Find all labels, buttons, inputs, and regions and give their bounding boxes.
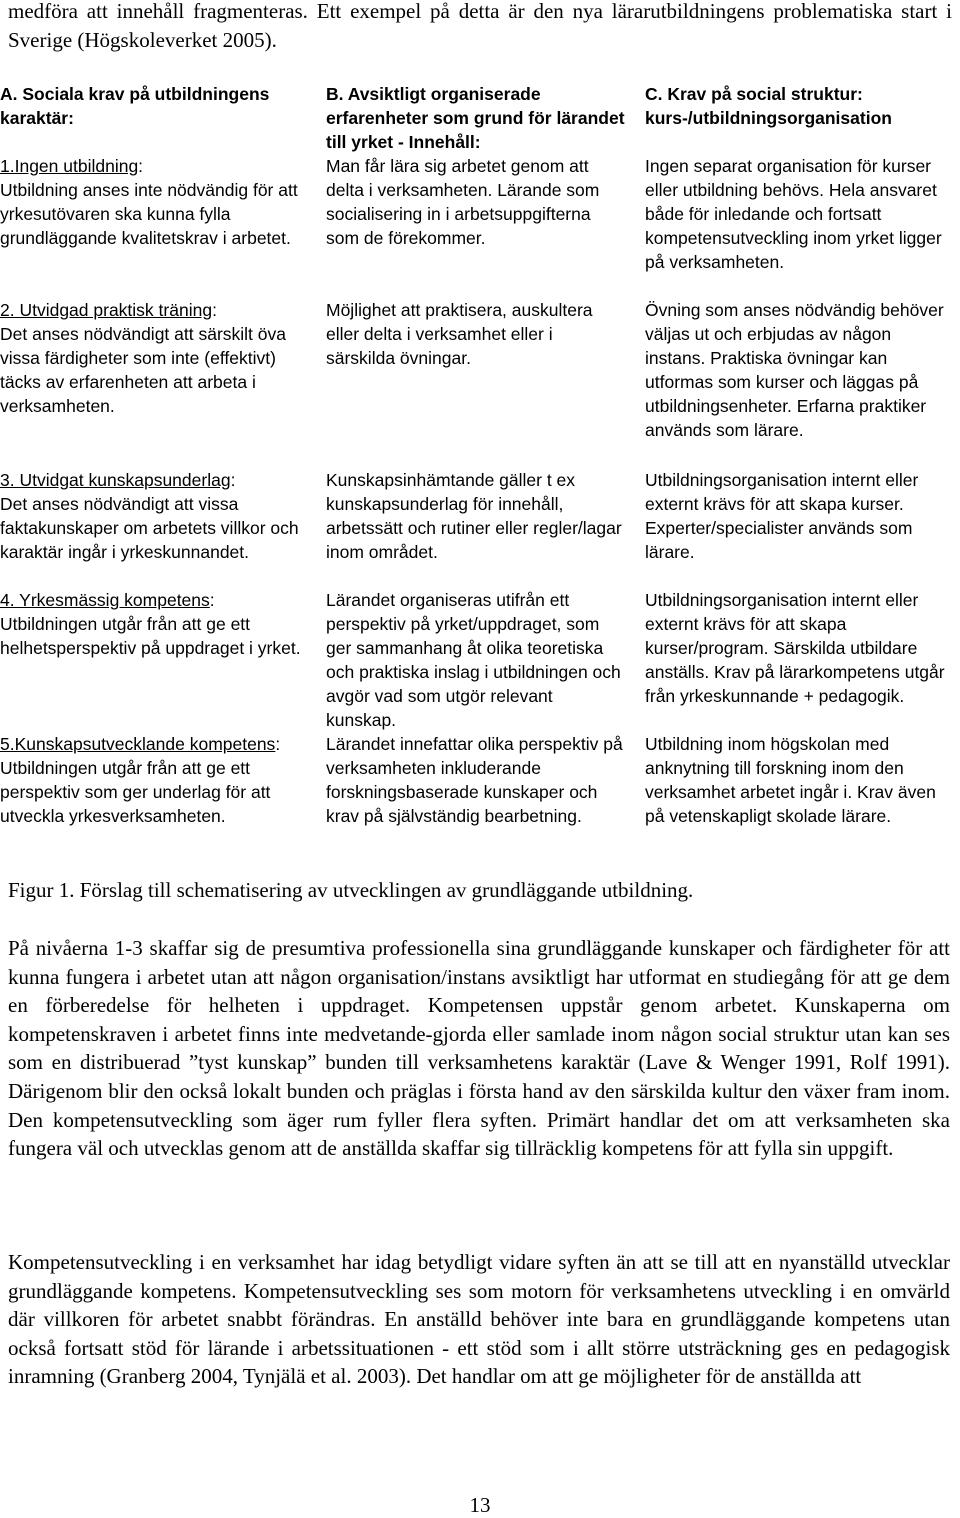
organisation-2: Övning som anses nödvändig behöver väljas ut och erbjudas av någon instans. Praktiska övningar kan utformas som kurser och läggas på utbildningsenheter. Erfarna praktiker används som lärare. (645, 300, 944, 440)
level-5: 5.Kunskapsutvecklande kompetens: Utbildningen utgår från att ge ett perspektiv som ger underlag för att utveckla yrkesverksamheten. (0, 732, 310, 828)
level-3: 3. Utvidgat kunskapsunderlag: Det anses nödvändigt att vissa faktakunskaper om arbetets villkor och karaktär ingår i yrkeskunnandet. (0, 468, 310, 564)
level-5-title: 5.Kunskapsutvecklande kompetens (0, 734, 276, 754)
level-5-body: Utbildningen utgår från att ge ett perspektiv som ger underlag för att utveckla yrkesverksamheten. (0, 758, 271, 826)
level-2-body: Det anses nödvändigt att särskilt öva vissa färdigheter som inte (effektivt) täcks av erfarenheten att arbeta i verksamheten. (0, 324, 286, 416)
paragraph-1: På nivåerna 1-3 skaffar sig de presumtiva professionella sina grundläggande kunskaper och färdigheter för att kunna fungera i arbetet utan att någon organisation/instans avsiktligt har utformat en studiegång för att ge dem en förberedelse för helheten i uppdraget. Kompetensen uppstår genom arbetet. Kunskaperna om kompetenskraven i arbetet finns inte medvetande-gjorda eller samlade inom någon social struktur utan kan ses som en distribuerad ”tyst kunskap” bunden till verksamhetens karaktär (Lave & Wenger 1991, Rolf 1991). Därigenom blir den också lokalt bunden och präglas i första hand av den särskilda kultur den växer fram inom. Den kompetensutveckling som äger rum fyller flera syften. Primärt handlar det om att verksamheten ska fungera väl och utvecklas genom att de anställda skaffar sig tillräcklig kompetens för att fylla sin uppgift. (8, 936, 950, 1161)
level-2-title: 2. Utvidgad praktisk träning (0, 300, 213, 320)
level-1: 1.Ingen utbildning: Utbildning anses inte nödvändig för att yrkesutövaren ska kunna fylla grundläggande kvalitetskrav i arbetet. (0, 154, 310, 250)
level-4: 4. Yrkesmässig kompetens: Utbildningen utgår från att ge ett helhetsperspektiv på uppdraget i yrket. (0, 588, 310, 660)
content-3: Kunskapsinhämtande gäller t ex kunskapsunderlag för innehåll, arbetssätt och rutiner eller regler/lagar inom området. (326, 470, 622, 562)
organisation-5: Utbildning inom högskolan med anknytning till forskning inom den verksamhet arbetet ingår i. Krav även på vetenskapligt skolade lärare. (645, 734, 936, 826)
level-3-body: Det anses nödvändigt att vissa faktakunskaper om arbetets villkor och karaktär ingår i yrkeskunnandet. (0, 494, 299, 562)
level-4-body: Utbildningen utgår från att ge ett helhetsperspektiv på uppdraget i yrket. (0, 614, 301, 658)
column-b-header: B. Avsiktligt organiserade erfarenheter som grund för lärandet till yrket - Innehåll: (326, 84, 625, 152)
level-2: 2. Utvidgad praktisk träning: Det anses nödvändigt att särskilt öva vissa färdigheter som inte (effektivt) täcks av erfarenheten att arbeta i verksamheten. (0, 298, 310, 418)
figure-table (0, 78, 960, 874)
figure-caption: Figur 1. Förslag till schematisering av utvecklingen av grundläggande utbildning. (8, 878, 694, 902)
level-4-title: 4. Yrkesmässig kompetens (0, 590, 210, 610)
paragraph-2: Kompetensutveckling i en verksamhet har idag betydligt vidare syften än att se till att en nyanställd utvecklar grundläggande kompetens. Kompetensutveckling ses som motorn för verksamhetens utveckling i en omvärld där villkoren för arbetet snabbt förändras. En anställd behöver inte bara en grundläggande kompetens utan också fortsatt stöd för lärande i arbetssituationen - ett stöd som i allt större utsträckning ges en pedagogisk inramning (Granberg 2004, Tynjälä et al. 2003). Det handlar om att ge möjligheter för de anställda att (8, 1250, 950, 1389)
intro-text: medföra att innehåll fragmenteras. Ett exempel på detta är den nya lärarutbildningens problematiska start i Sverige (Högskoleverket 2005). (8, 0, 952, 52)
organisation-3: Utbildningsorganisation internt eller externt krävs för att skapa kurser. Experter/specialister används som lärare. (645, 470, 919, 562)
content-1: Man får lära sig arbetet genom att delta i verksamheten. Lärande som socialisering in i arbetsuppgifterna som de förekommer. (326, 156, 600, 248)
organisation-4: Utbildningsorganisation internt eller externt krävs för att skapa kurser/program. Särskilda utbildare anställs. Krav på lärarkompetens utgår från yrkeskunnande + pedagogik. (645, 590, 945, 706)
level-3-title: 3. Utvidgat kunskapsunderlag (0, 470, 231, 490)
content-5: Lärandet innefattar olika perspektiv på verksamheten inkluderande forskningsbaserade kunskaper och krav på självständig bearbetning. (326, 734, 623, 826)
level-1-body: Utbildning anses inte nödvändig för att yrkesutövaren ska kunna fylla grundläggande kvalitetskrav i arbetet. (0, 180, 298, 248)
column-a-header: A. Sociala krav på utbildningens karaktär: (0, 84, 270, 128)
level-1-title: 1.Ingen utbildning (0, 156, 139, 176)
page-number: 13 (469, 1493, 491, 1517)
column-c-header: C. Krav på social struktur: kurs-/utbildningsorganisation (645, 84, 892, 128)
organisation-1: Ingen separat organisation för kurser eller utbildning behövs. Hela ansvaret både för inledande och fortsatt kompetensutveckling inom yrket ligger på verksamheten. (645, 156, 942, 272)
content-4: Lärandet organiseras utifrån ett perspektiv på yrket/uppdraget, som ger sammanhang åt olika teoretiska och praktiska inslag i utbildningen och avgör vad som utgör relevant kunskap. (326, 590, 621, 730)
content-2: Möjlighet att praktisera, auskultera eller delta i verksamhet eller i särskilda övningar. (326, 300, 593, 368)
